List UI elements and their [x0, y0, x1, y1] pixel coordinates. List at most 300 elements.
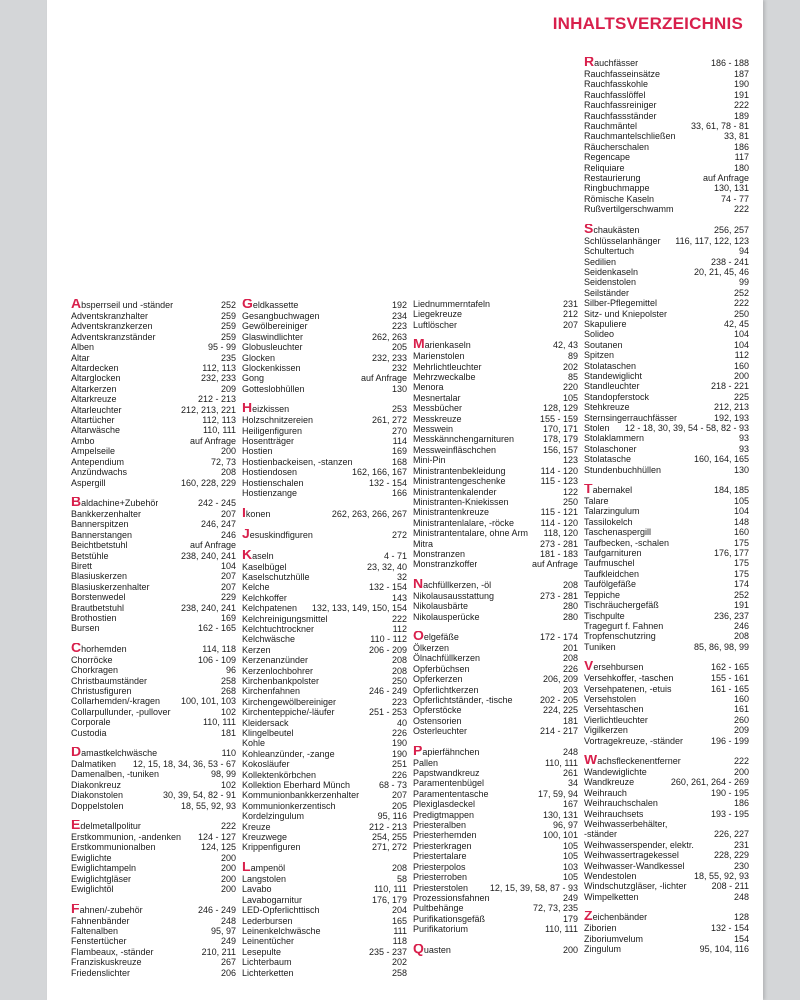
- entry-text: Ewiglichtöl: [71, 884, 114, 895]
- entry-term: [71, 582, 150, 592]
- index-entry: [413, 716, 578, 726]
- index-entry: [413, 497, 578, 507]
- index-entry: [71, 519, 236, 529]
- entry-pages: 117: [734, 152, 749, 163]
- index-entry: [71, 916, 236, 926]
- entry-text: Silber-Pflegemittel: [584, 298, 658, 309]
- entry-pages: auf Anfrage: [531, 559, 578, 570]
- entry-term: [413, 591, 494, 601]
- index-entry: [71, 467, 236, 477]
- index-entry: [71, 446, 236, 456]
- index-entry: [413, 789, 578, 799]
- entry-text: Ministrantenkalender: [413, 486, 497, 497]
- entry-text: Lavabo: [242, 884, 272, 895]
- index-entry: [242, 311, 407, 321]
- entry-pages: 23, 32, 40: [366, 561, 407, 572]
- entry-term: [242, 508, 270, 520]
- entry-text: Kelchtuchtrockner: [242, 623, 315, 634]
- entry-pages: 248: [733, 891, 749, 902]
- entry-pages: 95, 104, 116: [699, 944, 749, 955]
- entry-text: Osterleuchter: [413, 726, 468, 737]
- entry-pages: 258: [220, 675, 236, 686]
- entry-text: Kokosläufer: [242, 759, 290, 770]
- entry-pages: 160: [733, 360, 749, 371]
- entry-text: Wandewiglichte: [584, 766, 647, 777]
- index-entry: [413, 455, 578, 465]
- entry-term: [413, 299, 490, 309]
- entry-text: Weihrauch: [584, 787, 627, 798]
- entry-pages: 248: [220, 915, 236, 926]
- entry-pages: 186 - 188: [710, 58, 749, 68]
- entry-text: Skapuliere: [584, 318, 627, 329]
- entry-pages: 112: [392, 623, 407, 634]
- entry-term: [413, 631, 459, 643]
- entry-pages: 99: [738, 277, 749, 288]
- entry-text: Pallen: [413, 757, 439, 768]
- entry-term: [71, 747, 157, 759]
- entry-text: Gewölbereiniger: [242, 321, 308, 332]
- index-entry: [413, 549, 578, 559]
- entry-term: [584, 798, 658, 808]
- index-entry: [584, 736, 749, 746]
- entry-pages: 223: [391, 696, 407, 707]
- entry-pages: 110: [221, 748, 236, 759]
- entry-pages: 232, 233: [371, 352, 407, 363]
- index-entry: [242, 593, 407, 603]
- entry-pages: 190 - 195: [710, 787, 749, 798]
- index-entry: [242, 697, 407, 707]
- entry-pages: 225: [733, 391, 749, 402]
- entry-term: [71, 299, 173, 311]
- index-section: [413, 746, 578, 935]
- index-entry: [71, 853, 236, 863]
- entry-pages: 250: [391, 675, 407, 686]
- index-entry: [584, 257, 749, 267]
- entry-term: [71, 603, 124, 613]
- index-entry: [71, 321, 236, 331]
- entry-pages: 105: [562, 840, 578, 851]
- entry-term: [242, 478, 304, 488]
- entry-term: [242, 384, 305, 394]
- entry-text: Lavabogarnitur: [242, 894, 303, 905]
- entry-pages: 208: [391, 655, 407, 666]
- index-entry: [71, 686, 236, 696]
- index-entry: [413, 830, 578, 840]
- entry-pages: 110, 111: [373, 884, 407, 895]
- entry-term: [242, 529, 313, 541]
- entry-pages: 191: [733, 600, 749, 611]
- entry-text: Priesterkragen: [413, 840, 472, 851]
- entry-text: Kerzen: [242, 644, 271, 655]
- index-entry: [71, 904, 236, 916]
- section-initial-letter: P: [413, 745, 423, 758]
- entry-term: [584, 204, 674, 214]
- index-entry: [242, 822, 407, 832]
- entry-text: elgefäße: [423, 631, 459, 642]
- section-initial-letter: J: [242, 528, 250, 541]
- entry-text: Langstolen: [242, 873, 287, 884]
- entry-text: Paramentenbügel: [413, 778, 485, 789]
- index-entry: [584, 809, 749, 819]
- entry-text: Beichtbetstuhl: [71, 540, 128, 551]
- entry-text: Römische Kaseln: [584, 193, 655, 204]
- entry-term: [71, 790, 123, 800]
- entry-pages: 178, 179: [542, 434, 578, 445]
- index-entry: [584, 871, 749, 881]
- index-entry: [584, 484, 749, 496]
- entry-term: [242, 415, 313, 425]
- entry-term: [413, 653, 480, 663]
- entry-text: Kordelzingulum: [242, 811, 305, 822]
- index-entry: [71, 623, 236, 633]
- entry-pages: 118: [392, 936, 407, 947]
- entry-term: [242, 488, 297, 498]
- entry-term: [413, 497, 509, 507]
- index-entry: [242, 614, 407, 624]
- entry-text: Ziborien: [584, 923, 617, 934]
- index-entry: [413, 339, 578, 351]
- index-entry: [242, 947, 407, 957]
- entry-pages: 202: [562, 361, 578, 372]
- index-entry: [413, 518, 578, 528]
- entry-text: Stundenbuchhüllen: [584, 464, 662, 475]
- index-entry: [242, 770, 407, 780]
- entry-text: Mesnertalar: [413, 392, 461, 403]
- entry-term: [71, 509, 141, 519]
- index-entry: [242, 572, 407, 582]
- entry-pages: 226: [391, 728, 407, 738]
- index-entry: [584, 267, 749, 277]
- entry-pages: 205: [391, 800, 407, 811]
- entry-term: [71, 353, 90, 363]
- index-entry: [242, 342, 407, 352]
- entry-pages: 206, 209: [542, 674, 578, 685]
- entry-text: eizkissen: [252, 404, 290, 415]
- index-entry: [584, 350, 749, 360]
- entry-term: [242, 572, 310, 582]
- entry-text: Bankkerzenhalter: [71, 508, 142, 519]
- entry-pages: 95 - 99: [207, 342, 236, 353]
- entry-term: [71, 759, 116, 769]
- entry-pages: 190: [391, 738, 407, 749]
- entry-text: Lederbursen: [242, 915, 293, 926]
- entry-term: [71, 968, 130, 978]
- entry-pages: 200: [220, 446, 236, 457]
- index-entry: [584, 840, 749, 850]
- index-entry: [71, 769, 236, 779]
- entry-pages: 262, 263, 266, 267: [331, 508, 407, 519]
- index-entry: [584, 881, 749, 891]
- entry-text: Predigtmappen: [413, 809, 475, 820]
- entry-text: Tragegurt f. Fahnen: [584, 620, 664, 631]
- entry-pages: 58: [396, 873, 407, 884]
- entry-pages: 132 - 154: [368, 477, 407, 488]
- entry-term: [413, 883, 468, 893]
- index-entry: [242, 936, 407, 946]
- index-entry: [242, 436, 407, 446]
- index-entry: [584, 392, 749, 402]
- entry-text: Priesteralben: [413, 820, 467, 831]
- entry-pages: 229: [220, 592, 236, 603]
- index-entry: [71, 457, 236, 467]
- entry-pages: 166: [391, 488, 407, 499]
- entry-term: [71, 613, 117, 623]
- entry-pages: 207: [220, 571, 236, 582]
- index-entry: [584, 454, 749, 464]
- entry-term: [71, 769, 159, 779]
- entry-text: Dalmatiken: [71, 759, 117, 770]
- index-entry: [584, 642, 749, 652]
- index-entry: [584, 152, 749, 162]
- entry-text: Kollektenkörbchen: [242, 769, 317, 780]
- entry-text: LED-Opferlichttisch: [242, 905, 320, 916]
- index-entry: [242, 759, 407, 769]
- index-entry: [584, 79, 749, 89]
- entry-term: [242, 770, 316, 780]
- entry-text: Bursen: [71, 623, 100, 634]
- entry-text: Gotteslobhüllen: [242, 383, 305, 394]
- section-initial-letter: M: [413, 339, 425, 352]
- index-entry: [413, 685, 578, 695]
- entry-pages: 102: [220, 706, 236, 717]
- entry-text: Sedilien: [584, 256, 617, 267]
- entry-pages: 160, 164, 165: [693, 454, 749, 465]
- entry-text: Betstühle: [71, 550, 109, 561]
- entry-text: Hostien: [242, 446, 273, 457]
- index-section: [71, 299, 236, 488]
- section-initial-letter: W: [584, 754, 598, 767]
- entry-text: Chorkragen: [71, 665, 119, 676]
- entry-pages: 114 - 120: [540, 517, 578, 528]
- index-entry: [413, 695, 578, 705]
- entry-pages: 175: [733, 537, 749, 548]
- index-section: [584, 755, 749, 902]
- entry-term: [584, 673, 673, 683]
- index-entry: [413, 476, 578, 486]
- index-entry: [584, 298, 749, 308]
- entry-term: [584, 69, 660, 79]
- index-entry: [584, 246, 749, 256]
- entry-pages: 160: [733, 693, 749, 704]
- entry-term: [71, 801, 124, 811]
- index-section: [413, 579, 578, 622]
- entry-pages: 110, 111: [544, 924, 578, 935]
- entry-text: Altartücher: [71, 415, 115, 426]
- entry-pages: 200: [220, 884, 236, 895]
- entry-pages: 112: [734, 350, 749, 361]
- entry-term: [71, 916, 130, 926]
- entry-text: Ölkerzen: [413, 642, 450, 653]
- index-entry: [584, 538, 749, 548]
- entry-term: [584, 163, 625, 173]
- entry-pages: 167: [562, 799, 578, 810]
- entry-text: Zingulum: [584, 944, 622, 955]
- entry-text: Rauchfassständer: [584, 110, 657, 121]
- entry-text: Tassilokelch: [584, 516, 633, 527]
- entry-term: [242, 666, 313, 676]
- entry-text: achfüllkerzen, -öl: [423, 579, 492, 590]
- index-entry: [242, 529, 407, 541]
- entry-term: [584, 934, 643, 944]
- index-entry: [413, 414, 578, 424]
- entry-pages: 273 - 281: [539, 590, 578, 601]
- entry-text: Leinentücher: [242, 936, 295, 947]
- entry-text: Lesepulte: [242, 946, 282, 957]
- entry-term: [413, 851, 467, 861]
- entry-term: [584, 465, 661, 475]
- entry-term: [413, 903, 464, 913]
- entry-term: [71, 904, 143, 916]
- entry-term: [242, 321, 308, 331]
- entry-pages: 252: [220, 300, 236, 310]
- index-entry: [584, 444, 749, 454]
- entry-term: [584, 350, 614, 360]
- index-entry: [584, 850, 749, 860]
- entry-pages: 207: [391, 790, 407, 801]
- entry-term: [413, 716, 462, 726]
- entry-text: Versehkoffer, -taschen: [584, 673, 674, 684]
- index-entry: [71, 571, 236, 581]
- entry-text: Krippenfiguren: [242, 842, 301, 853]
- entry-term: [71, 696, 160, 706]
- index-entry: [71, 497, 236, 509]
- index-entry: [242, 634, 407, 644]
- index-entry: [413, 758, 578, 768]
- entry-text: Messweinfläschchen: [413, 444, 497, 455]
- entry-term: [584, 392, 649, 402]
- entry-term: [71, 936, 127, 946]
- entry-pages: 190: [391, 748, 407, 759]
- entry-text: Priestertalare: [413, 851, 467, 862]
- entry-pages: 201: [562, 642, 578, 653]
- index-entry: [584, 861, 749, 871]
- index-entry: [413, 466, 578, 476]
- entry-pages: 212 - 213: [197, 394, 236, 405]
- index-entry: [584, 111, 749, 121]
- entry-term: [242, 905, 320, 915]
- entry-text: Birett: [71, 560, 93, 571]
- entry-text: Hosentträger: [242, 436, 295, 447]
- entry-term: [242, 936, 294, 946]
- index-entry: [584, 402, 749, 412]
- entry-text: Seidenkaseln: [584, 266, 639, 277]
- entry-term: [413, 518, 514, 528]
- entry-text: Doppelstolen: [71, 800, 124, 811]
- entry-pages: 176, 179: [371, 894, 407, 905]
- entry-pages: 189: [733, 110, 749, 121]
- entry-pages: 18, 55, 92, 93: [693, 871, 749, 882]
- entry-pages: 207: [220, 508, 236, 519]
- entry-pages: 242 - 245: [197, 497, 236, 508]
- index-entry: [242, 874, 407, 884]
- entry-pages: 222: [391, 613, 407, 624]
- entry-text: Collarhemden/-kragen: [71, 696, 161, 707]
- index-section: [584, 661, 749, 746]
- entry-text: Gesangbuchwagen: [242, 311, 320, 321]
- index-entry: [71, 478, 236, 488]
- entry-text: Wandkreuze: [584, 777, 635, 788]
- entry-text: Liegekreuze: [413, 309, 463, 320]
- entry-pages: 162 - 165: [197, 623, 236, 634]
- entry-term: [71, 884, 114, 894]
- entry-term: [413, 674, 463, 684]
- entry-text: Standleuchter: [584, 381, 640, 392]
- index-entry: [584, 755, 749, 767]
- index-entry: [413, 746, 578, 758]
- entry-text: Stolataschen: [584, 360, 637, 371]
- entry-text: Standopferstock: [584, 391, 650, 402]
- entry-pages: 104: [733, 339, 749, 350]
- index-entry: [584, 236, 749, 246]
- section-initial-letter: L: [242, 861, 251, 874]
- entry-term: [584, 413, 677, 423]
- index-entry: [584, 548, 749, 558]
- index-section: [413, 339, 578, 570]
- entry-text: Versehpatenen, -etuis: [584, 683, 672, 694]
- index-entry: [584, 163, 749, 173]
- entry-pages: 222: [220, 821, 236, 832]
- entry-text: Ministrantenbekleidung: [413, 465, 506, 476]
- entry-pages: 196 - 199: [710, 735, 749, 746]
- entry-term: [242, 916, 293, 926]
- entry-text: Altarkerzen: [71, 383, 117, 394]
- entry-text: Kelchreinigungsmittel: [242, 613, 328, 624]
- index-entry: [584, 923, 749, 933]
- entry-pages: 200: [220, 873, 236, 884]
- entry-pages: 200: [733, 370, 749, 381]
- index-entry: [413, 601, 578, 611]
- index-entry: [242, 749, 407, 759]
- entry-term: [413, 758, 438, 768]
- entry-pages: 100, 101, 103: [180, 696, 236, 707]
- entry-term: [242, 645, 271, 655]
- index-entry: [242, 707, 407, 717]
- entry-text: Weihrauchschalen: [584, 798, 658, 809]
- entry-text: Lichterbaum: [242, 957, 292, 968]
- index-entry: [242, 457, 407, 467]
- index-entry: [71, 353, 236, 363]
- entry-pages: 230: [733, 860, 749, 871]
- entry-text: Weihwasserspender, elektr.: [584, 839, 694, 850]
- index-section: [71, 904, 236, 978]
- entry-pages: 228, 229: [713, 850, 749, 861]
- entry-term: [71, 561, 92, 571]
- index-entry: [71, 561, 236, 571]
- entry-text: auchfässer: [594, 58, 639, 68]
- entry-term: [413, 685, 479, 695]
- entry-text: Reliquiare: [584, 162, 625, 173]
- entry-term: [71, 363, 119, 373]
- section-initial-letter: H: [242, 403, 253, 416]
- entry-text: Standewiglicht: [584, 370, 643, 381]
- entry-term: [584, 319, 627, 329]
- index-entry: [242, 353, 407, 363]
- entry-text: Altarkreuze: [71, 394, 117, 405]
- entry-text: Seilständer: [584, 287, 630, 298]
- entry-term: [584, 288, 629, 298]
- entry-pages: 165: [391, 915, 407, 926]
- entry-term: [71, 832, 181, 842]
- index-entry: [71, 613, 236, 623]
- index-entry: [413, 445, 578, 455]
- entry-term: [584, 600, 659, 610]
- index-entry: [413, 362, 578, 372]
- entry-text: Monstranzen: [413, 548, 466, 559]
- index-column-3: [413, 299, 578, 965]
- entry-term: [584, 590, 620, 600]
- entry-term: [242, 947, 281, 957]
- entry-text: Ampelseile: [71, 446, 116, 457]
